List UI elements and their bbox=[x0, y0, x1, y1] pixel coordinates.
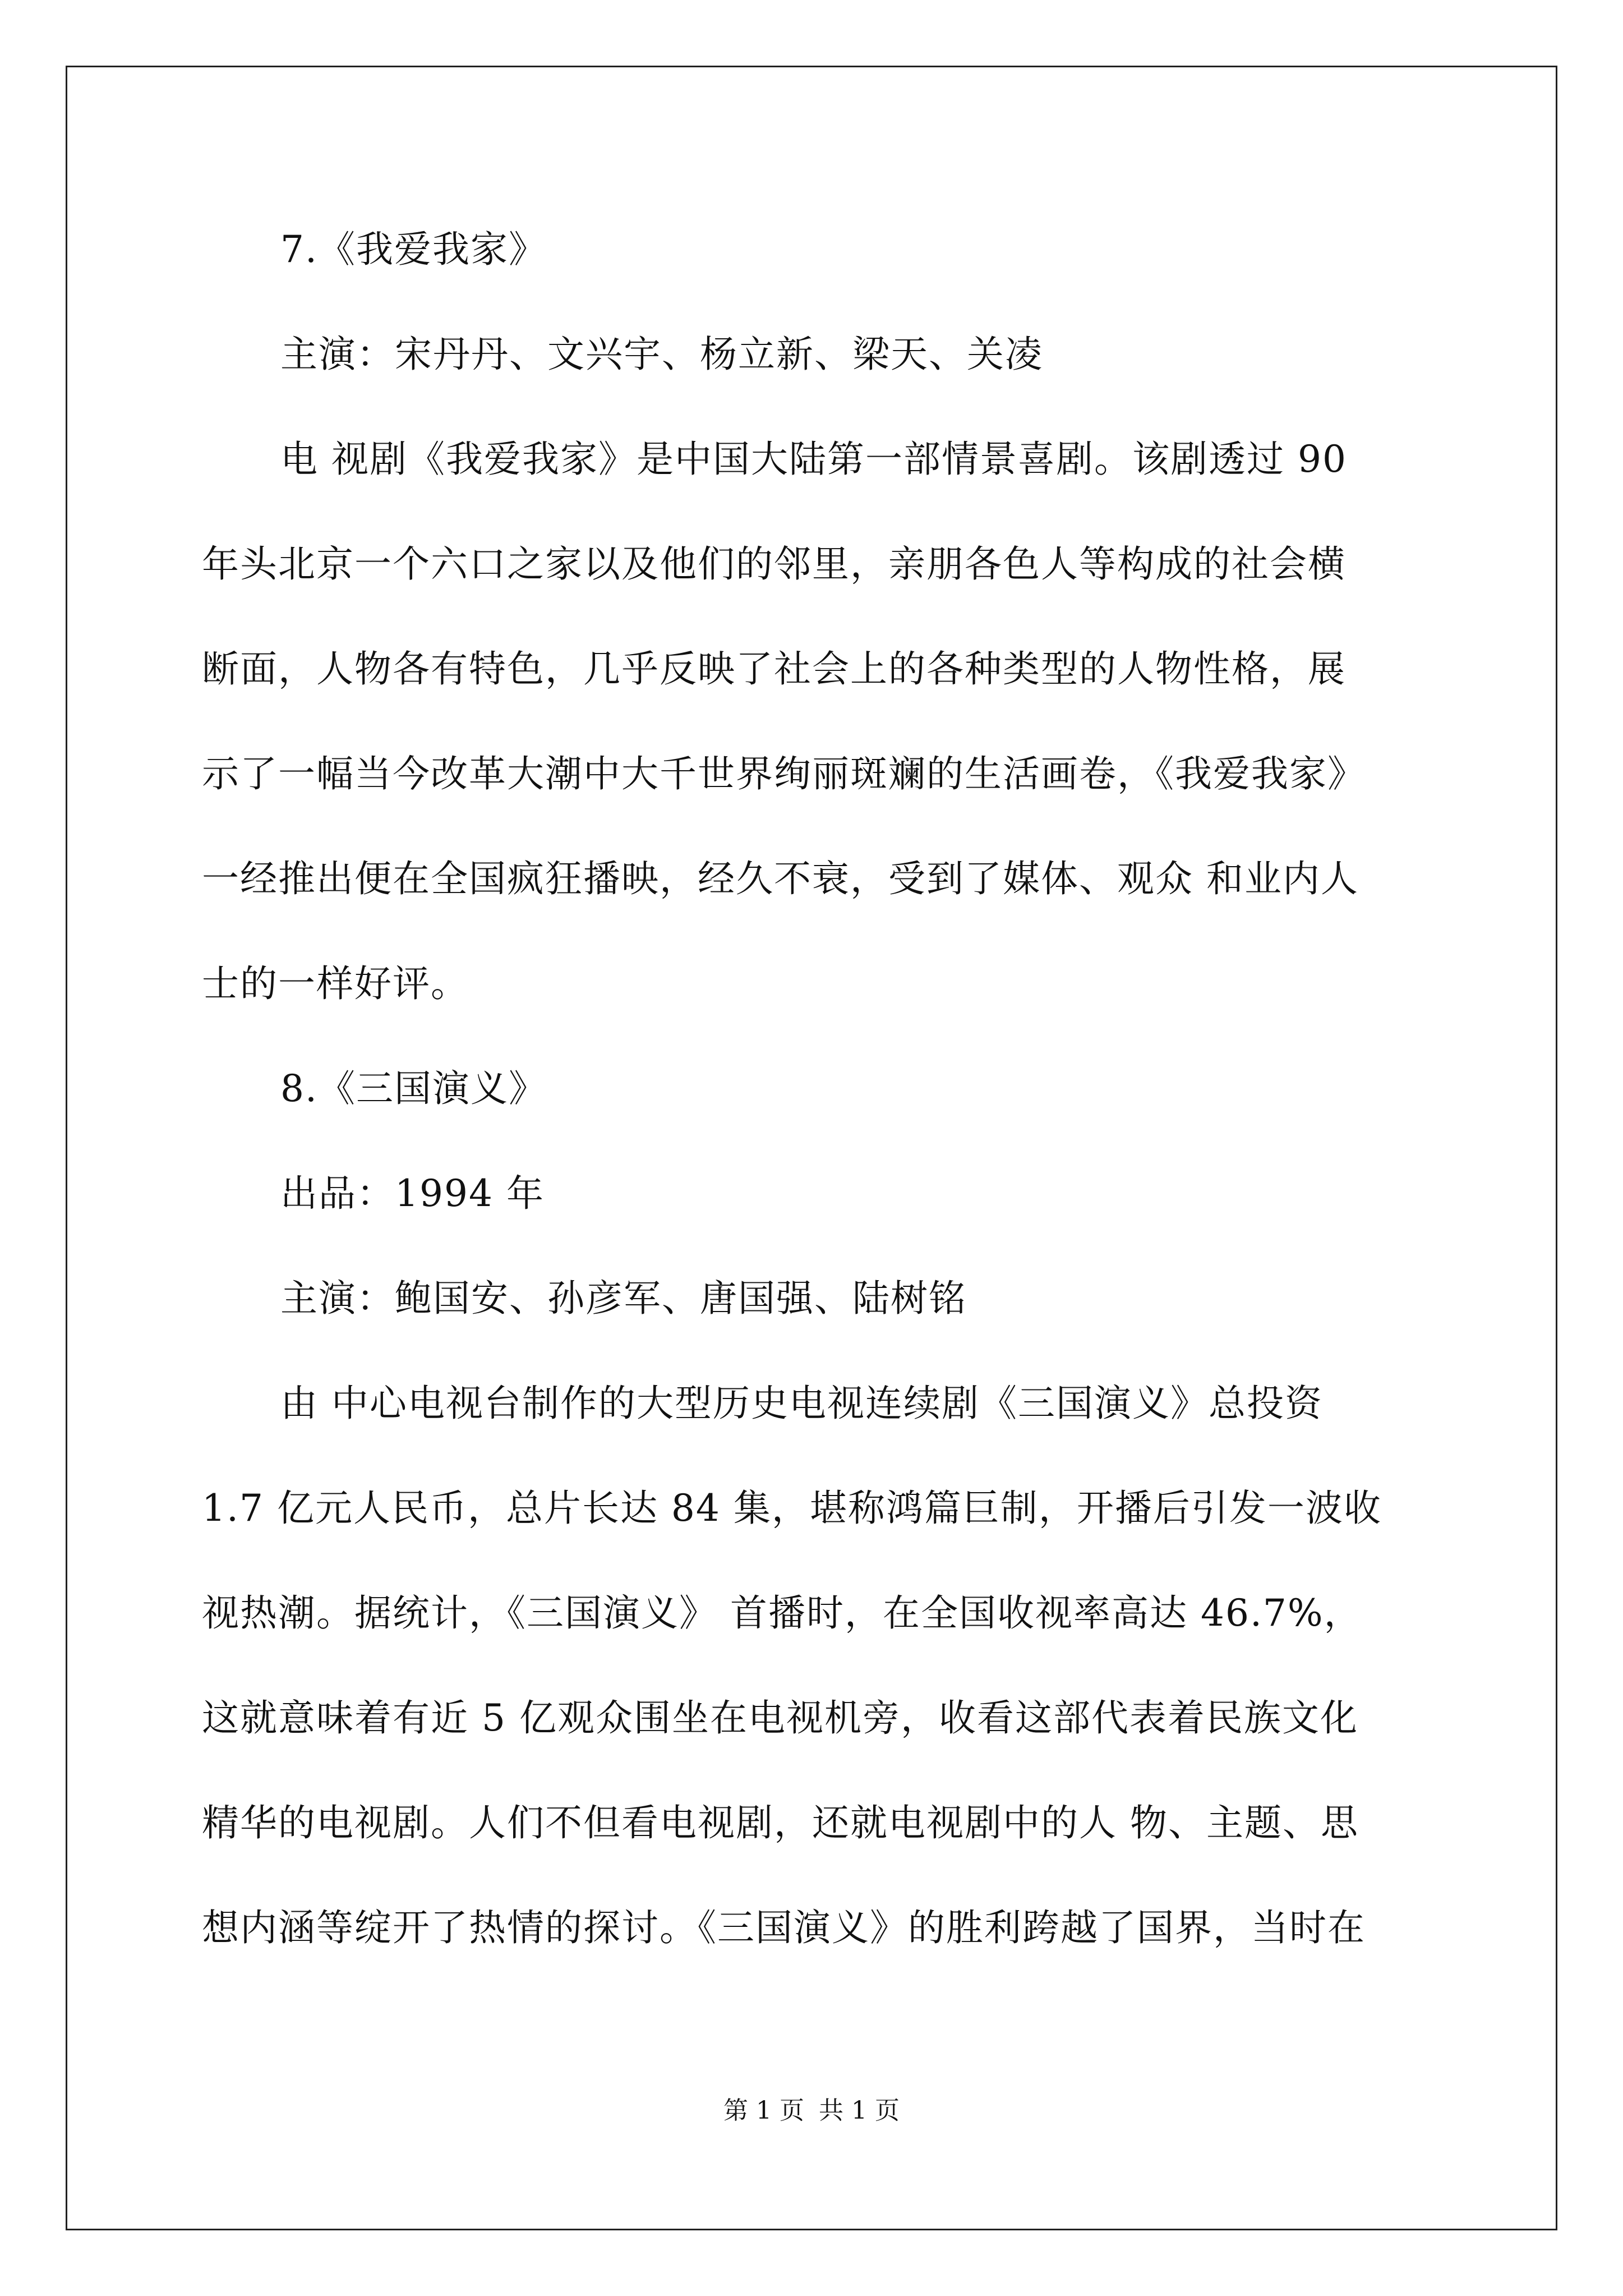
page-number: 第 1 页 bbox=[723, 2096, 804, 2125]
section-heading-7: 7.《我爱我家》 bbox=[280, 228, 547, 271]
section-heading-8: 8.《三国演义》 bbox=[280, 1067, 547, 1110]
paragraph-line: 断面，人物各有特色，几乎反映了社会上的各种类型的人物性格，展 bbox=[202, 647, 1346, 691]
paragraph-line: 示了一幅当今改革大潮中大千世界绚丽斑斓的生活画卷，《我爱我家》 bbox=[202, 752, 1366, 795]
cast-line: 主演：鲍国安、孙彦军、唐国强、陆树铭 bbox=[280, 1277, 967, 1320]
paragraph-line: 电 视剧《我爱我家》是中国大陆第一部情景喜剧。该剧透过 90 bbox=[280, 438, 1347, 481]
paragraph-line: 年头北京一个六口之家以及他们的邻里，亲朋各色人等构成的社会横 bbox=[202, 542, 1346, 586]
page-footer bbox=[0, 2096, 1623, 2126]
paragraph-line: 视热潮。据统计，《三国演义》 首播时，在全国收视率高达 46.7%， bbox=[202, 1591, 1362, 1635]
paragraph-line: 精华的电视剧。人们不但看电视剧，还就电视剧中的人 物、主题、思 bbox=[202, 1801, 1359, 1844]
paragraph-line: 想内涵等绽开了热情的探讨。《三国演义》的胜利跨越了国界，当时在 bbox=[202, 1906, 1366, 1949]
paragraph-line: 由 中心电视台制作的大型历史电视连续剧《三国演义》总投资 bbox=[280, 1382, 1323, 1425]
production-line: 出品：1994 年 bbox=[280, 1172, 545, 1215]
paragraph-line: 这就意味着有近 5 亿观众围坐在电视机旁，收看这部代表着民族文化 bbox=[202, 1696, 1358, 1740]
paragraph-line: 1.7 亿元人民币，总片长达 84 集，堪称鸿篇巨制，开播后引发一波收 bbox=[202, 1487, 1382, 1530]
page-total: 共 1 页 bbox=[819, 2096, 900, 2125]
paragraph-line: 士的一样好评。 bbox=[202, 962, 469, 1005]
paragraph-line: 一经推出便在全国疯狂播映，经久不衰，受到了媒体、观众 和业内人 bbox=[202, 857, 1359, 900]
cast-line: 主演：宋丹丹、文兴宇、杨立新、梁天、关凌 bbox=[280, 333, 1043, 376]
